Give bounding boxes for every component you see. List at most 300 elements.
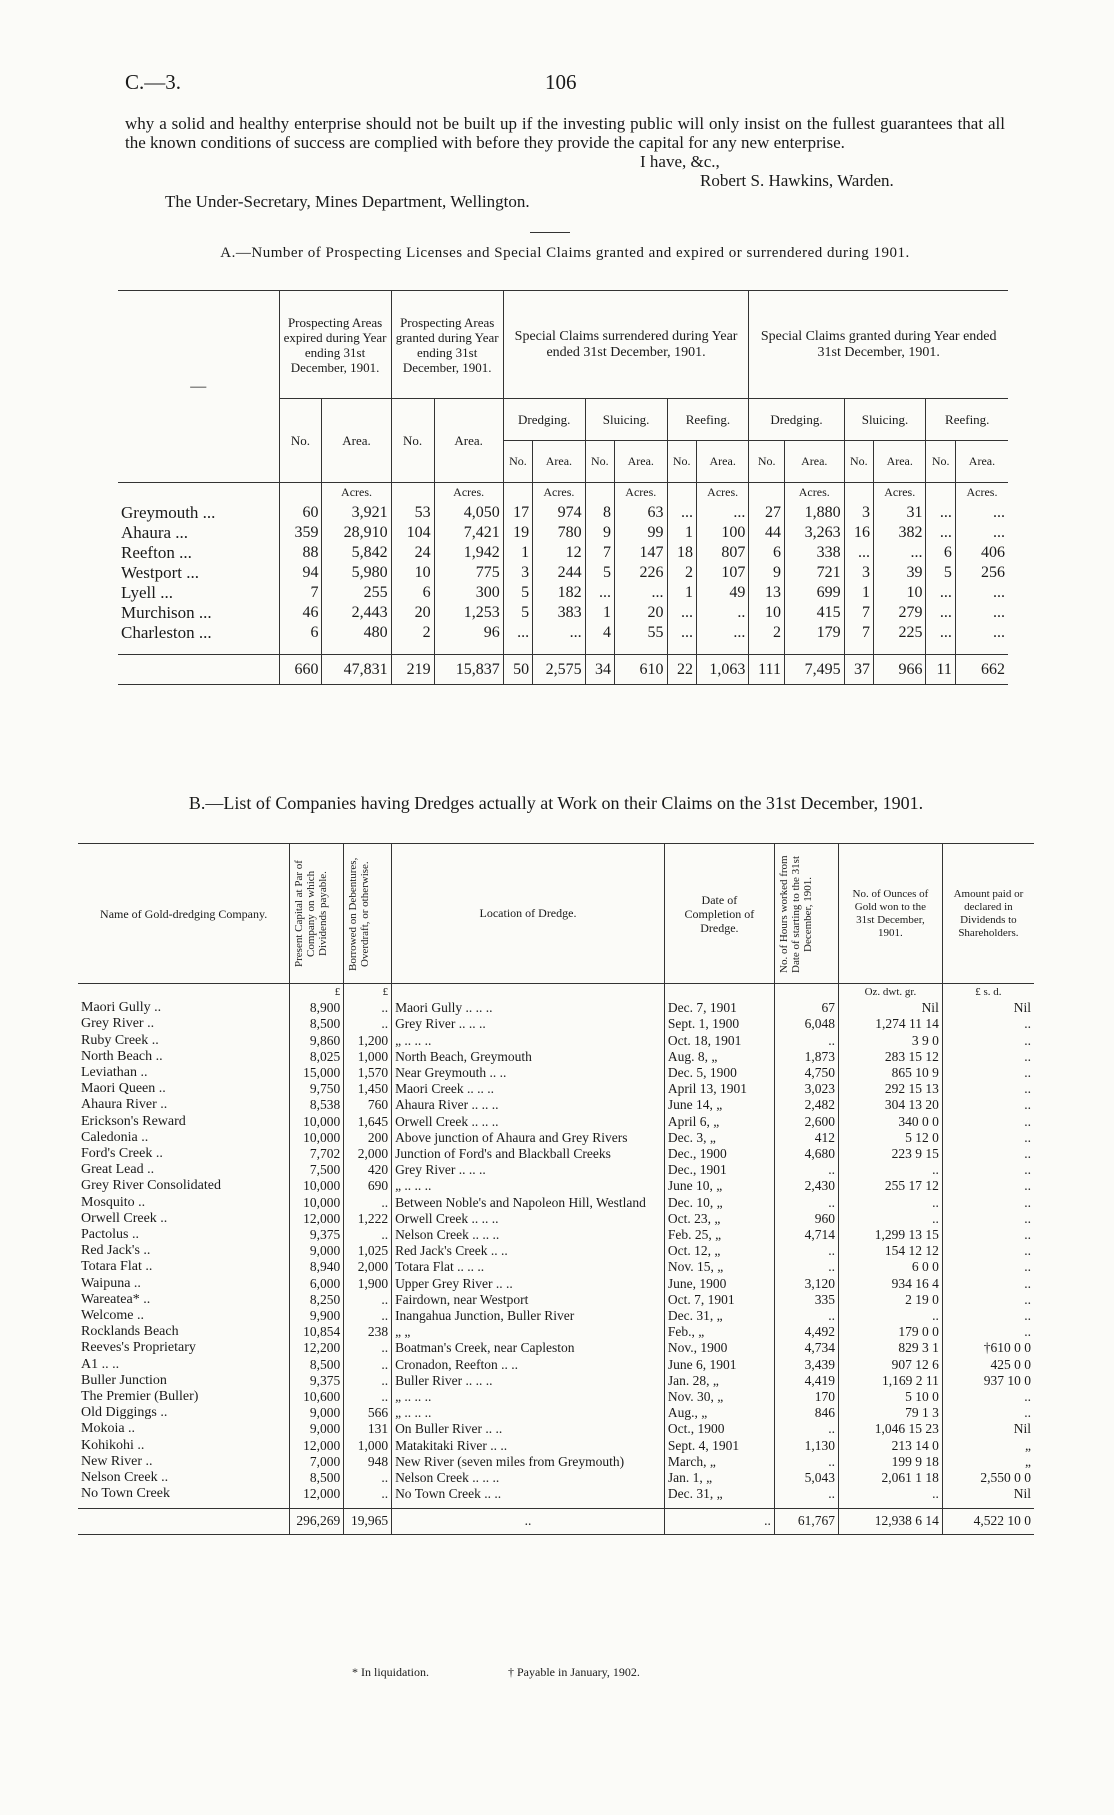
table-cell: 415 [784, 603, 844, 623]
total-cell: 296,269 [290, 1509, 344, 1535]
table-cell: 412 [774, 1130, 838, 1146]
company-name: No Town Creek [78, 1486, 290, 1502]
table-cell: 829 3 1 [838, 1340, 942, 1356]
table-cell: .. [344, 1470, 392, 1486]
table-cell: 304 13 20 [838, 1097, 942, 1113]
table-cell: 16 [844, 523, 873, 543]
section-b-rows [78, 1000, 1034, 1502]
table-cell: 6 [926, 543, 955, 563]
dredge-location: Maori Gully .. .. .. [392, 1000, 665, 1016]
table-cell: Dec. 5, 1900 [664, 1065, 774, 1081]
table-cell: .. [838, 1162, 942, 1178]
company-name: Nelson Creek .. [78, 1470, 290, 1486]
table-cell: „ [1025, 1437, 1031, 1453]
table-cell: .. [1024, 1178, 1031, 1194]
table-cell: 223 9 15 [838, 1146, 942, 1162]
company-name: New River .. [78, 1454, 290, 1470]
table-row [78, 1357, 1034, 1373]
table-row [78, 1033, 1034, 1049]
table-cell: ... [926, 603, 955, 623]
table-cell: .. [1024, 1210, 1031, 1226]
table-cell: 1,025 [344, 1243, 392, 1259]
table-cell: 8,500 [290, 1016, 344, 1032]
company-name: Ahaura River .. [78, 1097, 290, 1113]
company-name: Buller Junction [78, 1373, 290, 1389]
company-name: Rocklands Beach [78, 1324, 290, 1340]
table-cell: .. [838, 1308, 942, 1324]
table-cell: ... [926, 583, 955, 603]
table-cell: 335 [774, 1292, 838, 1308]
section-b-totals [78, 1509, 1034, 1535]
acres-label: Acres. [784, 483, 844, 503]
table-cell: 8,940 [290, 1259, 344, 1275]
table-cell: 3 [844, 503, 873, 523]
table-row [78, 1454, 1034, 1470]
table-cell: .. [1024, 1065, 1031, 1081]
table-cell: 12 [533, 543, 585, 563]
header-area: Area. [696, 441, 748, 483]
table-cell: 24 [391, 543, 434, 563]
totals-row [118, 655, 1008, 685]
acres-label: Acres. [966, 485, 998, 500]
table-cell: ... [503, 623, 532, 643]
table-cell: Feb. 25, „ [664, 1227, 774, 1243]
table-cell: .. [1024, 1243, 1031, 1259]
table-cell: 99 [615, 523, 667, 543]
table-cell: 5 [503, 603, 532, 623]
table-cell: 2,550 0 0 [980, 1470, 1031, 1486]
table-cell: Nil [1013, 1000, 1031, 1016]
table-row [118, 503, 1008, 523]
table-cell: 12,200 [290, 1340, 344, 1356]
table-row [78, 1049, 1034, 1065]
table-cell: 2 [667, 563, 696, 583]
table-cell: 425 0 0 [990, 1356, 1031, 1372]
table-cell: .. [344, 1357, 392, 1373]
total-cell: .. [392, 1509, 665, 1535]
dredge-location: Upper Grey River .. .. [392, 1276, 665, 1292]
table-cell: 154 12 12 [838, 1243, 942, 1259]
table-cell: Nil [1013, 1486, 1031, 1502]
table-cell: 100 [696, 523, 748, 543]
total-cell: 2,575 [533, 655, 585, 685]
table-cell: 8,500 [290, 1470, 344, 1486]
total-cell: 19,965 [344, 1509, 392, 1535]
table-cell: .. [1024, 1081, 1031, 1097]
table-cell: .. [774, 1033, 838, 1049]
table-cell: 420 [344, 1162, 392, 1178]
header-area: Area. [533, 441, 585, 483]
table-cell: .. [1024, 1162, 1031, 1178]
table-cell: 225 [874, 623, 926, 643]
table-row [118, 543, 1008, 563]
table-cell: .. [344, 1389, 392, 1405]
table-cell: 10,600 [290, 1389, 344, 1405]
company-name: Pactolus .. [78, 1227, 290, 1243]
table-cell: 63 [615, 503, 667, 523]
acres-label: Acres. [533, 483, 585, 503]
table-cell: 6 [391, 583, 434, 603]
table-row [118, 623, 1008, 643]
header-no: No. [503, 441, 532, 483]
table-cell: 2,000 [344, 1259, 392, 1275]
table-cell: 1,942 [434, 543, 503, 563]
table-cell: 19 [503, 523, 532, 543]
table-cell: .. [1024, 1146, 1031, 1162]
header-reefing: Reefing. [945, 411, 990, 427]
table-cell: 7 [279, 583, 322, 603]
table-cell: 7 [844, 623, 873, 643]
table-cell: ... [585, 583, 614, 603]
header-no: No. [279, 399, 322, 483]
table-row [78, 1486, 1034, 1502]
acres-label: Acres. [874, 483, 926, 503]
company-name: Wareatea* .. [78, 1292, 290, 1308]
table-cell: Aug. 8, „ [664, 1049, 774, 1065]
table-cell: .. [1024, 1275, 1031, 1291]
table-cell: 5 10 0 [838, 1389, 942, 1405]
footnote-payable: † Payable in January, 1902. [508, 1665, 640, 1679]
table-cell: 3 9 0 [838, 1033, 942, 1049]
header-surrendered: Special Claims surrendered during Year ended 31st December, 1901. [503, 291, 749, 399]
table-cell: 199 9 18 [838, 1454, 942, 1470]
table-cell: .. [774, 1195, 838, 1211]
table-cell: April 13, 1901 [664, 1081, 774, 1097]
table-cell: 4,050 [434, 503, 503, 523]
table-cell: ... [667, 503, 696, 523]
section-b-title: B.—List of Companies having Dredges actually at Work on their Claims on the 31st December, 1901. [188, 793, 924, 813]
header-area: Area. [322, 399, 391, 483]
table-cell: .. [1024, 1308, 1031, 1324]
table-cell: 10,000 [290, 1114, 344, 1130]
table-cell: 6,000 [290, 1276, 344, 1292]
table-cell: Nov. 15, „ [664, 1259, 774, 1275]
table-cell: .. [838, 1195, 942, 1211]
dredge-location: No Town Creek .. .. [392, 1486, 665, 1502]
table-cell: 846 [774, 1405, 838, 1421]
table-row [78, 1259, 1034, 1275]
dredge-location: Inangahua Junction, Buller River [392, 1308, 665, 1324]
header-no: No. [926, 441, 955, 483]
dredge-location: „ .. .. .. [392, 1389, 665, 1405]
table-cell: Jan. 1, „ [664, 1470, 774, 1486]
total-cell: 11 [926, 655, 955, 685]
table-cell: 690 [344, 1178, 392, 1194]
table-cell: .. [1024, 1048, 1031, 1064]
unit-capital: £ [290, 984, 344, 1001]
district-name: Greymouth ... [118, 503, 279, 523]
table-cell: 179 [784, 623, 844, 643]
company-name: Totara Flat .. [78, 1259, 290, 1275]
company-name: Ruby Creek .. [78, 1033, 290, 1049]
dredge-location: Near Greymouth .. .. [392, 1065, 665, 1081]
table-cell: .. [344, 1340, 392, 1356]
table-row [78, 1081, 1034, 1097]
table-cell: Jan. 28, „ [664, 1373, 774, 1389]
dredge-location: Nelson Creek .. .. .. [392, 1470, 665, 1486]
total-cell: 34 [585, 655, 614, 685]
table-cell: 2,430 [774, 1178, 838, 1194]
district-name: Ahaura ... [118, 523, 279, 543]
company-name: Waipuna .. [78, 1276, 290, 1292]
table-cell: .. [344, 1486, 392, 1502]
table-cell: .. [1024, 1016, 1031, 1032]
table-cell: 3,120 [774, 1276, 838, 1292]
table-cell: 1,873 [774, 1049, 838, 1065]
header-dredging: Dredging. [749, 399, 844, 441]
table-cell: 9 [585, 523, 614, 543]
company-name: Leviathan .. [78, 1065, 290, 1081]
table-cell: 3 [503, 563, 532, 583]
table-cell: 2 19 0 [838, 1292, 942, 1308]
dredge-location: Orwell Creek .. .. .. [392, 1114, 665, 1130]
table-cell: Sept. 1, 1900 [664, 1016, 774, 1032]
company-name: Old Diggings .. [78, 1405, 290, 1421]
table-cell: 5 [926, 563, 955, 583]
table-cell: 60 [279, 503, 322, 523]
table-cell: 1,645 [344, 1114, 392, 1130]
dredge-location: „ .. .. .. [392, 1033, 665, 1049]
table-row [78, 1227, 1034, 1243]
table-cell: 9,000 [290, 1243, 344, 1259]
table-cell: Feb., „ [664, 1324, 774, 1340]
total-cell: 7,495 [784, 655, 844, 685]
company-name: Ford's Creek .. [78, 1146, 290, 1162]
table-cell: June, 1900 [664, 1276, 774, 1292]
table-row [78, 1470, 1034, 1486]
table-cell: Dec. 10, „ [664, 1195, 774, 1211]
company-name: Grey River Consolidated [78, 1178, 290, 1194]
table-cell: 226 [615, 563, 667, 583]
company-name: Orwell Creek .. [78, 1211, 290, 1227]
acres-label: Acres. [696, 483, 748, 503]
table-cell: .. [1024, 1291, 1031, 1307]
table-cell: 131 [344, 1421, 392, 1437]
table-cell: .. [774, 1421, 838, 1437]
table-cell: .. [1024, 1405, 1031, 1421]
company-name: The Premier (Buller) [78, 1389, 290, 1405]
addressee: The Under-Secretary, Mines Department, Wellington. [165, 192, 530, 211]
table-cell: 31 [874, 503, 926, 523]
table-cell: 2,061 1 18 [838, 1470, 942, 1486]
table-row [78, 1389, 1034, 1405]
table-cell: 1,450 [344, 1081, 392, 1097]
table-row [78, 1097, 1034, 1113]
dredge-location: Totara Flat .. .. .. [392, 1259, 665, 1275]
header-area: Area. [968, 454, 996, 468]
total-cell: 1,063 [696, 655, 748, 685]
table-cell: 4,750 [774, 1065, 838, 1081]
table-cell: 10,000 [290, 1178, 344, 1194]
table-cell: 13 [749, 583, 785, 603]
footnote-liquidation: * In liquidation. [352, 1665, 429, 1679]
table-cell: .. [344, 1227, 392, 1243]
table-cell: ... [696, 623, 748, 643]
table-cell: .. [344, 1308, 392, 1324]
divider [530, 232, 570, 233]
header-special-granted: Special Claims granted during Year ended 31st December, 1901. [760, 328, 997, 360]
table-row [78, 1324, 1034, 1340]
table-cell: 88 [279, 543, 322, 563]
table-cell: 94 [279, 563, 322, 583]
total-cell: 50 [503, 655, 532, 685]
company-name: Reeves's Proprietary [78, 1340, 290, 1356]
dredge-location: On Buller River .. .. [392, 1421, 665, 1437]
company-name: Red Jack's .. [78, 1243, 290, 1259]
table-row [78, 1178, 1034, 1194]
section-a-rows [118, 503, 1008, 643]
table-cell: .. [1024, 1389, 1031, 1405]
table-cell: March, „ [664, 1454, 774, 1470]
table-cell: 2,600 [774, 1114, 838, 1130]
table-cell: 1,299 13 15 [838, 1227, 942, 1243]
table-cell: 20 [391, 603, 434, 623]
col-capital: Present Capital at Par of Company on which Dividends payable. [293, 860, 330, 967]
dredge-location: Buller River .. .. .. [392, 1373, 665, 1389]
header-no: No. [844, 441, 873, 483]
table-cell: .. [1024, 1227, 1031, 1243]
header-sluicing: Sluicing. [585, 399, 667, 441]
table-cell: 780 [533, 523, 585, 543]
table-cell: 1,200 [344, 1033, 392, 1049]
table-cell: Dec. 3, „ [664, 1130, 774, 1146]
table-cell: 300 [434, 583, 503, 603]
table-cell: 96 [434, 623, 503, 643]
table-cell: 1,274 11 14 [838, 1016, 942, 1032]
table-cell: 3,921 [322, 503, 391, 523]
table-cell: 279 [874, 603, 926, 623]
table-cell: 12,000 [290, 1486, 344, 1502]
table-cell: 760 [344, 1097, 392, 1113]
table-cell: 53 [391, 503, 434, 523]
table-row [118, 563, 1008, 583]
table-cell: 1,169 2 11 [838, 1373, 942, 1389]
table-cell: 960 [774, 1211, 838, 1227]
dredge-location: North Beach, Greymouth [392, 1049, 665, 1065]
table-cell: .. [1024, 1129, 1031, 1145]
dredge-location: Matakitaki River .. .. [392, 1438, 665, 1454]
unit-dividends: £ s. d. [975, 986, 1002, 998]
table-cell: ... [667, 603, 696, 623]
table-cell: 5,043 [774, 1470, 838, 1486]
table-row [78, 1292, 1034, 1308]
table-cell: 8,025 [290, 1049, 344, 1065]
table-cell: 383 [533, 603, 585, 623]
table-cell: 699 [784, 583, 844, 603]
table-cell: 1 [667, 523, 696, 543]
table-cell: June 14, „ [664, 1097, 774, 1113]
dredge-location: Nelson Creek .. .. .. [392, 1227, 665, 1243]
table-cell: 255 [322, 583, 391, 603]
table-cell: 292 15 13 [838, 1081, 942, 1097]
company-name: North Beach .. [78, 1049, 290, 1065]
header-no: No. [585, 441, 614, 483]
table-cell: .. [344, 1016, 392, 1032]
table-cell: .. [1024, 1097, 1031, 1113]
company-name: Mosquito .. [78, 1195, 290, 1211]
table-cell: .. [1024, 1324, 1031, 1340]
table-cell: 27 [749, 503, 785, 523]
table-cell: 4 [585, 623, 614, 643]
table-cell: 4,419 [774, 1373, 838, 1389]
table-cell: 17 [503, 503, 532, 523]
table-cell: Dec. 7, 1901 [664, 1000, 774, 1016]
table-cell: April 6, „ [664, 1114, 774, 1130]
table-cell: 200 [344, 1130, 392, 1146]
table-cell: 7,421 [434, 523, 503, 543]
table-cell: .. [1024, 1113, 1031, 1129]
district-name: Reefton ... [118, 543, 279, 563]
total-cell: 660 [279, 655, 322, 685]
table-cell: 9,750 [290, 1081, 344, 1097]
table-cell: 10 [874, 583, 926, 603]
header-area: Area. [434, 399, 503, 483]
dredge-location: „ „ [392, 1324, 665, 1340]
table-cell: 10 [391, 563, 434, 583]
table-cell: 1,000 [344, 1049, 392, 1065]
table-cell: 937 10 0 [983, 1372, 1031, 1388]
totals-row [78, 1509, 1034, 1535]
company-name: Grey River .. [78, 1016, 290, 1032]
table-cell: 480 [322, 623, 391, 643]
table-cell: Nov., 1900 [664, 1340, 774, 1356]
table-cell: 12,000 [290, 1211, 344, 1227]
table-row [118, 523, 1008, 543]
table-cell: 9,000 [290, 1405, 344, 1421]
table-cell: Oct. 23, „ [664, 1211, 774, 1227]
header-granted: Prospecting Areas granted during Year ending 31st December, 1901. [391, 291, 503, 399]
section-a-totals [118, 655, 1008, 685]
document-reference: C.—3. [125, 70, 182, 94]
header-no: No. [391, 399, 434, 483]
table-cell: 1 [503, 543, 532, 563]
table-row [78, 1162, 1034, 1178]
table-cell: ... [844, 543, 873, 563]
header-no: No. [749, 441, 785, 483]
table-row [78, 1438, 1034, 1454]
table-cell: Dec. 31, „ [664, 1308, 774, 1324]
table-cell: 1 [585, 603, 614, 623]
table-row [78, 1243, 1034, 1259]
table-cell: 4,492 [774, 1324, 838, 1340]
table-cell: 7 [585, 543, 614, 563]
table-cell: 566 [344, 1405, 392, 1421]
page-number: 106 [545, 70, 577, 94]
dredge-location: Boatman's Creek, near Capleston [392, 1340, 665, 1356]
table-cell: 255 17 12 [838, 1178, 942, 1194]
table-cell: 49 [696, 583, 748, 603]
intro-paragraph: why a solid and healthy enterprise should not be built up if the investing public will only insist on the fullest guarantees that all the known conditions of success are complied with before they provide the capital for any new enterprise. [125, 114, 1005, 152]
total-cell: .. [664, 1509, 774, 1535]
col-name: Name of Gold-dredging Company. [78, 844, 290, 984]
table-cell: 9,860 [290, 1033, 344, 1049]
company-name: Mokoia .. [78, 1421, 290, 1437]
table-cell: ... [696, 503, 748, 523]
table-cell: 1,570 [344, 1065, 392, 1081]
table-cell: .. [344, 1195, 392, 1211]
table-cell: 147 [615, 543, 667, 563]
table-cell: 39 [874, 563, 926, 583]
table-row [78, 1340, 1034, 1356]
header-dredging: Dredging. [503, 399, 585, 441]
total-cell: 37 [844, 655, 873, 685]
company-name: Caledonia .. [78, 1130, 290, 1146]
table-cell: .. [1024, 1259, 1031, 1275]
table-cell: 7 [844, 603, 873, 623]
unit-ounces: Oz. dwt. gr. [838, 984, 942, 1001]
header-reefing: Reefing. [667, 399, 749, 441]
table-cell: 4,734 [774, 1340, 838, 1356]
